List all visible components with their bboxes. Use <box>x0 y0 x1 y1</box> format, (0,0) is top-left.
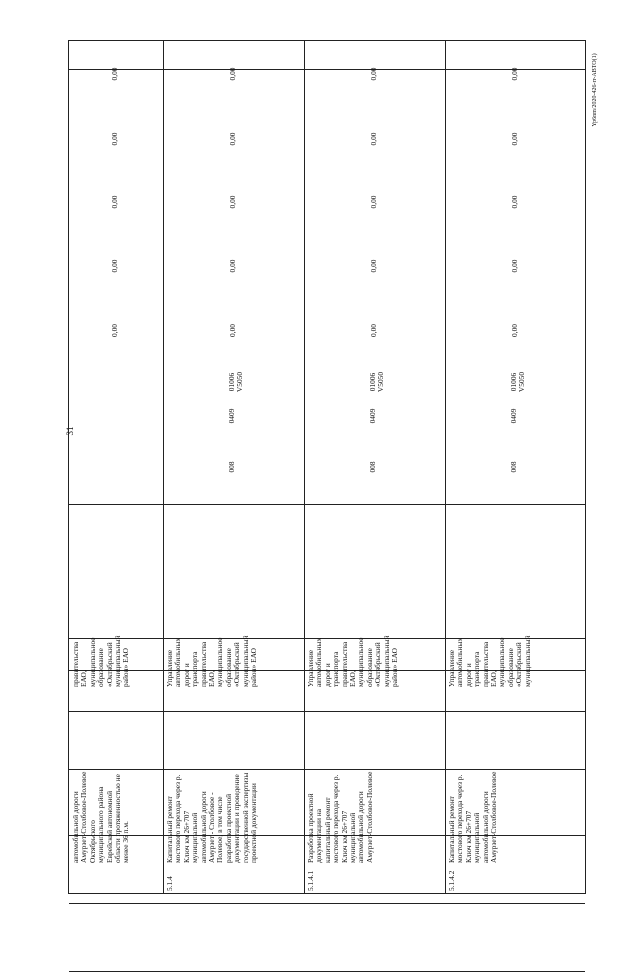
amount-value: 0,00 <box>227 67 237 81</box>
row-number: 5.1.4.2 <box>447 870 456 891</box>
code-rz: 0409 <box>509 408 518 424</box>
amount-value: 0,00 <box>510 195 519 209</box>
code-grbs: 008 <box>226 461 236 473</box>
executor: Управление автомобильных дорог и транспорта правительства ЕАО, муниципальное образование «Октябрьский муниципальный район» ЕАО <box>165 635 259 687</box>
amount-value: 0,00 <box>110 67 119 81</box>
row-divider <box>163 41 164 893</box>
amount-value: 0,00 <box>368 195 378 209</box>
executor: правительства ЕАО, муниципальное образование «Октябрьский муниципальный район» ЕАО <box>71 635 131 687</box>
executor: Управление автомобильных дорог и транспорта правительства ЕАО, муниципальное образование «Октябрьский муниципальный <box>447 635 532 687</box>
row-divider <box>445 41 446 893</box>
amount-value: 0,00 <box>110 259 119 273</box>
document-footer: Yp6nm/2020-426-rr-ABTO(1) <box>592 53 598 127</box>
amount-value: 0,00 <box>110 324 119 337</box>
row-number: 5.1.4 <box>165 876 174 891</box>
amount-value: 0,00 <box>368 132 378 146</box>
code-grbs: 008 <box>367 461 377 473</box>
amount-value: 0,00 <box>368 324 378 337</box>
amount-value: 0,00 <box>227 324 237 337</box>
event-name: Капитальный ремонт мостового перехода через р. Ключ км 26+707 муниципальной автомобильной дороги Амурзет-Столбовое-Полевое <box>447 771 499 863</box>
event-name: Разработка проектной документации на капитальный ремонт мостового перехода через р. Ключ км 26+707 муниципальной автомобильной дороги Амурзет-Столбовое-Полевое <box>306 771 374 863</box>
amount-value: 0,00 <box>227 132 237 146</box>
amount-value: 0,00 <box>368 67 378 81</box>
amount-value: 0,00 <box>510 132 519 146</box>
code-csr: 01006 V5050 <box>226 371 244 393</box>
code-rz: 0409 <box>367 408 377 424</box>
amount-value: 0,00 <box>510 324 519 337</box>
column-divider <box>69 69 585 70</box>
column-divider <box>69 903 585 904</box>
amount-value: 0,00 <box>510 259 519 273</box>
amount-value: 0,00 <box>227 259 237 273</box>
event-name: автомобильной дороги Амурзет-Столбовое-Полевое Октябрьского муниципального района Еврейской автономной области протяженностью не менее 36 п.м. <box>71 771 131 863</box>
code-grbs: 008 <box>509 461 518 473</box>
amount-value: 0,00 <box>110 132 119 146</box>
row-number: 5.1.4.1 <box>306 870 315 891</box>
amount-value: 0,00 <box>110 195 119 209</box>
row-divider <box>304 41 305 893</box>
amount-value: 0,00 <box>227 195 237 209</box>
amount-value: 0,00 <box>368 259 378 273</box>
code-rz: 0409 <box>226 408 236 424</box>
amount-value: 0,00 <box>510 67 519 81</box>
event-name: Капитальный ремонт мостового перехода через р. Ключ км 26+707 муниципальной автомобильной дороги Амурзет - Столбовое - Полевое, в том числе разработка проектной документации и проведение государственной экспертизы проектной документации <box>165 772 259 863</box>
code-csr: 01006 V5050 <box>367 371 385 393</box>
column-divider <box>69 504 585 505</box>
page-number: 31 <box>65 426 75 436</box>
executor: Управление автомобильных дорог и транспорта правительства ЕАО, муниципальное образование «Октябрьский муниципальный район» ЕАО <box>306 635 400 687</box>
code-csr: 01006 V5050 <box>509 371 527 393</box>
